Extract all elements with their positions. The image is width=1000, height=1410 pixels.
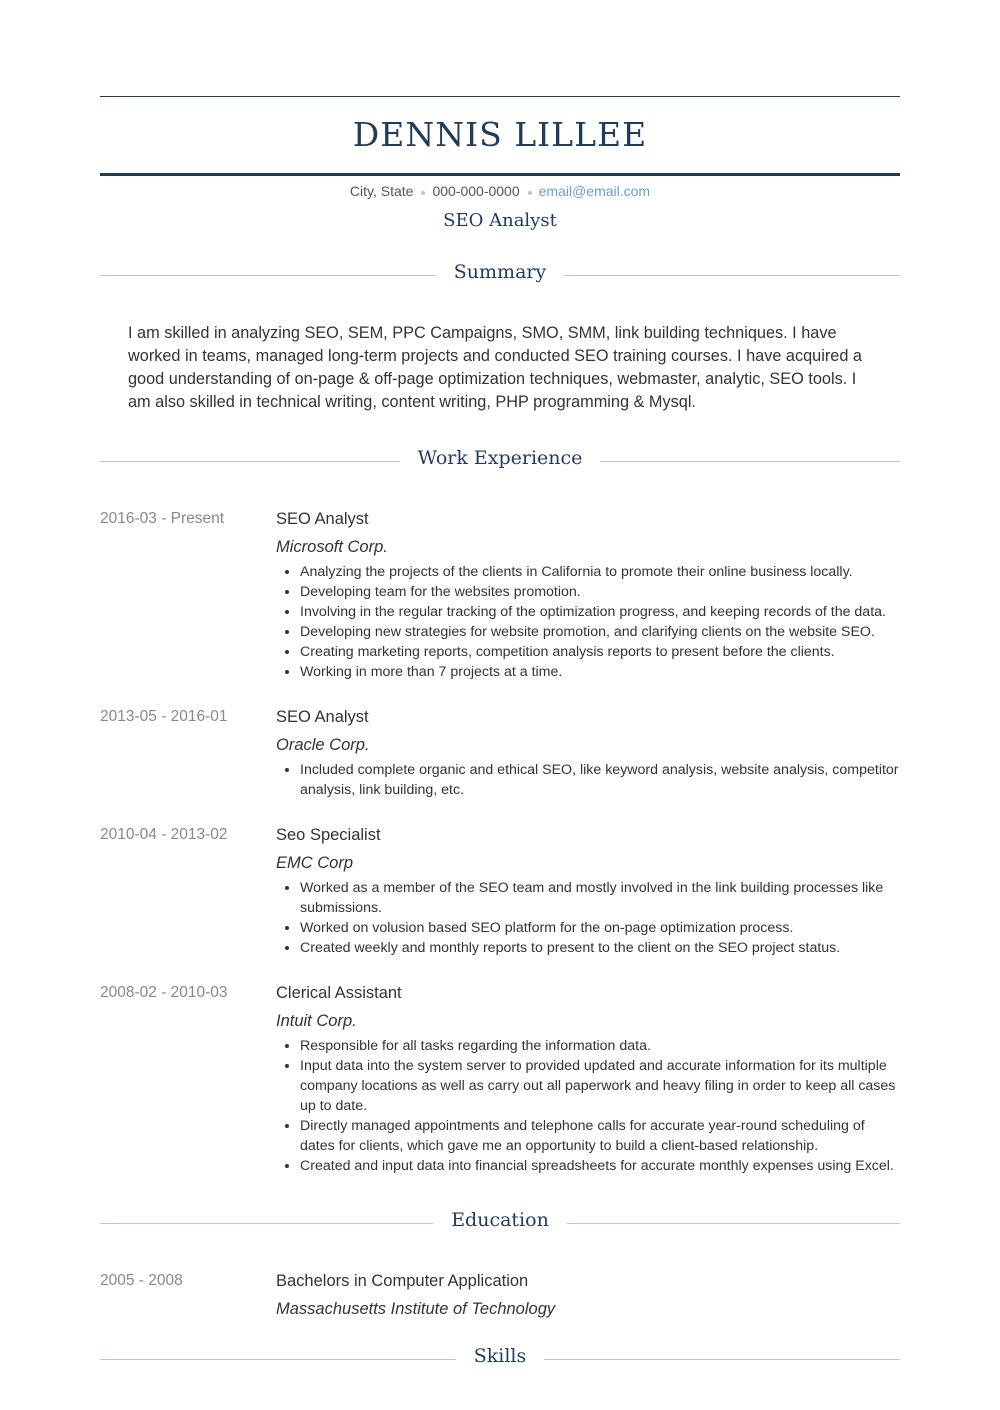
job-details <box>276 982 900 1176</box>
section-divider <box>564 275 900 276</box>
summary-section-header <box>100 252 900 292</box>
job-details <box>276 508 900 682</box>
job-bullet: • Developing new strategies for website promotion, and clarifying clients on the website SEO. <box>300 622 900 642</box>
job-dates: 2008-02 - 2010-03 <box>100 984 228 1001</box>
job-bullet-list <box>276 760 900 800</box>
section-divider <box>100 1223 433 1224</box>
contact-email-link[interactable]: email@email.com <box>538 183 651 199</box>
job-company: Oracle Corp. <box>276 736 370 754</box>
job-dates: 2010-04 - 2013-02 <box>100 826 228 843</box>
education-school: Massachusetts Institute of Technology <box>276 1300 556 1318</box>
contact-location: City, State <box>349 183 414 199</box>
experience-section-title: Work Experience <box>417 447 583 469</box>
job-bullet: • Responsible for all tasks regarding the information data. <box>300 1036 900 1056</box>
job-dates: 2013-05 - 2016-01 <box>100 708 228 725</box>
section-divider <box>100 1359 456 1360</box>
section-divider <box>100 461 400 462</box>
job-details <box>276 706 900 800</box>
job-role: SEO Analyst <box>276 708 369 726</box>
job-bullet: • Involving in the regular tracking of the optimization progress, and keeping records of the data. <box>300 602 900 622</box>
job-entry <box>100 706 900 800</box>
section-divider <box>544 1359 900 1360</box>
job-company: EMC Corp <box>276 854 354 872</box>
job-bullet: • Worked on volusion based SEO platform for the on-page optimization process. <box>300 918 900 938</box>
education-details <box>276 1270 900 1320</box>
education-degree: Bachelors in Computer Application <box>276 1272 529 1290</box>
candidate-headline: SEO Analyst <box>443 210 557 231</box>
job-company: Microsoft Corp. <box>276 538 388 556</box>
contact-phone: 000-000-0000 <box>432 183 520 199</box>
job-bullet: • Developing team for the websites promotion. <box>300 582 900 602</box>
section-divider <box>100 275 436 276</box>
job-role: Seo Specialist <box>276 826 381 844</box>
job-role: SEO Analyst <box>276 510 369 528</box>
education-section-title: Education <box>451 1209 549 1231</box>
job-details <box>276 824 900 958</box>
job-bullet: • Input data into the system server to provided updated and accurate information for its multiple company locations as well as carry out all paperwork and heavy filing in order to keep all cases up to date. <box>300 1056 900 1116</box>
job-company: Intuit Corp. <box>276 1012 357 1030</box>
skills-section-title: Skills <box>473 1345 527 1367</box>
skills-section-header <box>100 1336 900 1376</box>
summary-text: I am skilled in analyzing SEO, SEM, PPC Campaigns, SMO, SMM, link building techniques. I have worked in teams, managed long-term projects and conducted SEO training courses. I have acquired a good understanding of on-page & off-page optimization techniques, webmaster, analytic, SEO tools. I am also skilled in technical writing, content writing, PHP programming & Mysql. <box>128 324 862 411</box>
job-bullet: • Created weekly and monthly reports to present to the client on the SEO project status. <box>300 938 900 958</box>
job-bullet: • Created and input data into financial spreadsheets for accurate monthly expenses using Excel. <box>300 1156 900 1176</box>
resume-page <box>100 96 900 1376</box>
job-bullet: • Included complete organic and ethical SEO, like keyword analysis, website analysis, competitor analysis, link building, etc. <box>300 760 900 800</box>
job-bullet: • Analyzing the projects of the clients in California to promote their online business locally. <box>300 562 900 582</box>
job-bullet-list <box>276 878 900 958</box>
job-entry <box>100 982 900 1176</box>
job-bullet: • Working in more than 7 projects at a time. <box>300 662 900 682</box>
job-entry <box>100 508 900 682</box>
section-divider <box>567 1223 900 1224</box>
job-bullet: • Worked as a member of the SEO team and mostly involved in the link building processes like submissions. <box>300 878 900 918</box>
separator-dot-icon <box>528 191 532 195</box>
job-dates: 2016-03 - Present <box>100 510 225 527</box>
job-bullet-list <box>276 562 900 682</box>
experience-section-header <box>100 438 900 478</box>
education-entry <box>100 1270 900 1320</box>
job-bullet: • Directly managed appointments and telephone calls for accurate year-round scheduling of dates for clients, which gave me an opportunity to build a client-based relationship. <box>300 1116 900 1156</box>
education-dates: 2005 - 2008 <box>100 1272 183 1289</box>
education-section-header <box>100 1200 900 1240</box>
summary-section-title: Summary <box>453 261 547 283</box>
job-role: Clerical Assistant <box>276 984 402 1002</box>
job-entry <box>100 824 900 958</box>
job-bullet: • Creating marketing reports, competition analysis reports to present before the clients. <box>300 642 900 662</box>
contact-line <box>100 176 900 206</box>
separator-dot-icon <box>421 191 425 195</box>
candidate-name: DENNIS LILLEE <box>352 115 648 154</box>
job-bullet-list <box>276 1036 900 1176</box>
section-divider <box>600 461 900 462</box>
